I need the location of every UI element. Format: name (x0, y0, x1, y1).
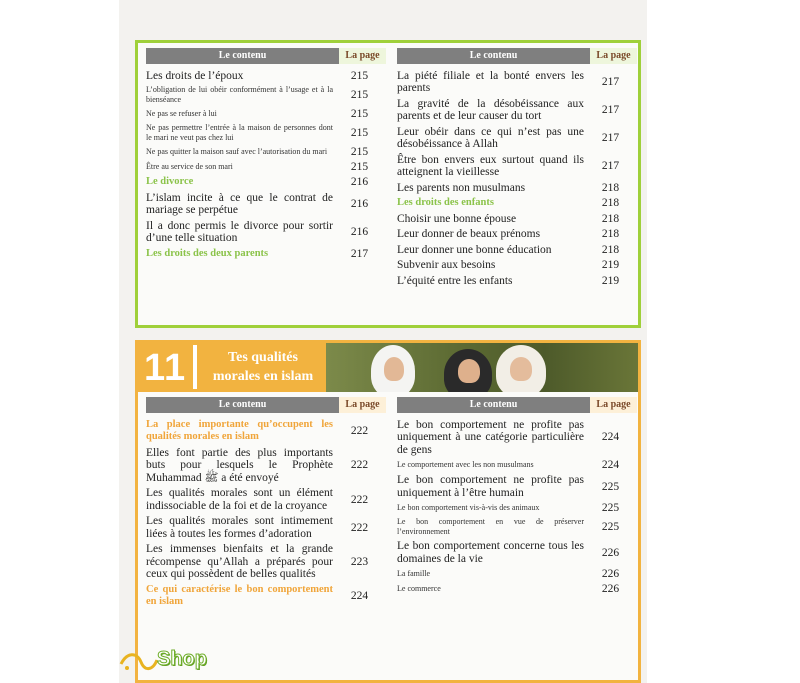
toc-entry-page: 222 (350, 493, 369, 506)
toc-entry-text: Les parents non musulmans (397, 181, 526, 194)
chapter-title-line2: morales en islam (212, 369, 314, 384)
toc-entry-page: 225 (601, 480, 620, 493)
chapter-number: 11 (144, 347, 187, 389)
toc-row (397, 501, 637, 516)
toc-entry-text: Les droits de l’époux (146, 69, 244, 82)
toc-entry-page: 216 (350, 226, 369, 238)
toc-entry-text: Elles font partie des plus importants buts pour lesquels le Prophète Muhammad ﷺ a été envoyé (146, 446, 333, 484)
toc-entry-page: 215 (350, 146, 369, 158)
contents-panel-bottom (135, 392, 641, 683)
page-header: La page (590, 48, 637, 64)
toc-header (146, 48, 386, 64)
toc-column-top-left (146, 48, 386, 262)
toc-entry-page: 226 (601, 583, 620, 595)
toc-entry-text: Le divorce (146, 176, 194, 187)
toc-entry-text: Les droits des deux parents (146, 247, 269, 259)
toc-entry-page: 218 (601, 212, 620, 225)
photo-face (384, 357, 404, 381)
toc-table (397, 417, 637, 597)
toc-entry-text: La place importante qu’occupent les qualités morales en islam (146, 418, 333, 442)
toc-row (397, 180, 637, 196)
toc-entry-page: 224 (601, 459, 620, 471)
toc-row (397, 273, 637, 289)
toc-entry-text: Être au service de son mari (146, 162, 233, 171)
toc-entry-text: Le bon comportement en vue de préserver l’environnement (397, 517, 584, 536)
toc-row (397, 258, 637, 274)
toc-row (146, 582, 386, 610)
toc-row (397, 96, 637, 124)
toc-entry-page: 218 (601, 228, 620, 241)
shop-logo (119, 650, 239, 678)
toc-entry-page: 222 (350, 425, 369, 437)
toc-entry-page: 226 (601, 546, 620, 559)
toc-row (397, 539, 637, 567)
toc-row (146, 122, 386, 145)
toc-entry-page: 225 (601, 521, 620, 533)
toc-entry-text: Les qualités morales sont un élément indissociable de la foi et de la croyance (146, 487, 333, 512)
toc-entry-text: L’équité entre les enfants (397, 274, 513, 287)
toc-header (146, 397, 386, 413)
toc-entry-page: 215 (350, 161, 369, 173)
toc-entry-text: Le bon comportement vis-à-vis des animaux (397, 503, 540, 512)
toc-entry-page: 215 (350, 127, 369, 139)
toc-entry-text: Les immenses bienfaits et la grande récompense qu’Allah a préparés pour ceux qui possèdent de belles qualités (146, 543, 333, 580)
toc-entry-text: Il a donc permis le divorce pour sortir d’une telle situation (146, 219, 333, 244)
toc-entry-text: La gravité de la désobéissance aux parents et de leur causer du tort (397, 97, 584, 122)
toc-entry-page: 217 (350, 247, 369, 260)
toc-entry-text: L’obligation de lui obéir conformément à l’usage et à la bienséance (146, 85, 333, 104)
toc-row (397, 567, 637, 582)
toc-table (146, 68, 386, 262)
toc-entry-page: 215 (350, 89, 369, 101)
toc-entry-text: Ne pas permettre l’entrée à la maison de personnes dont le mari ne veut pas chez lui (146, 123, 333, 142)
content-header: Le contenu (397, 397, 590, 413)
toc-entry-text: Le bon comportement ne profite pas uniquement à l’être humain (397, 474, 584, 499)
toc-entry-text: L’islam incite à ce que le contrat de mariage se perpétue (146, 191, 333, 216)
toc-row (146, 175, 386, 191)
photo-face (510, 357, 532, 381)
toc-header (397, 48, 637, 64)
toc-row (397, 152, 637, 180)
content-header: Le contenu (397, 48, 590, 64)
toc-entry-page: 219 (601, 274, 620, 287)
toc-entry-text: Les qualités morales sont intimement liées à toutes les formes d’adoration (146, 515, 333, 540)
toc-row (146, 417, 386, 445)
toc-entry-page: 217 (601, 76, 620, 88)
toc-row (397, 242, 637, 258)
toc-row (397, 227, 637, 243)
toc-entry-page: 224 (350, 590, 369, 602)
logo-text: Shop (157, 648, 207, 670)
chapter-banner (135, 340, 641, 392)
toc-entry-text: Le comportement avec les non musulmans (397, 460, 534, 469)
toc-row (397, 516, 637, 539)
toc-row (397, 124, 637, 152)
toc-row (146, 246, 386, 262)
toc-entry-text: Ne pas se refuser à lui (146, 109, 217, 118)
toc-table (397, 68, 637, 289)
toc-entry-text: Choisir une bonne épouse (397, 212, 517, 225)
toc-entry-text: Être bon envers eux surtout quand ils atteignent la vieillesse (397, 153, 584, 178)
toc-entry-page: 219 (601, 259, 620, 272)
toc-row (146, 107, 386, 122)
toc-row (146, 68, 386, 84)
chapter-divider (193, 345, 197, 389)
toc-row (397, 473, 637, 501)
toc-entry-page: 218 (601, 181, 620, 194)
toc-entry-text: Ce qui caractérise le bon comportement en islam (146, 583, 333, 607)
toc-entry-page: 215 (350, 69, 369, 82)
toc-row (397, 211, 637, 227)
toc-entry-text: Ne pas quitter la maison sauf avec l’autorisation du mari (146, 147, 328, 156)
toc-entry-text: Le commerce (397, 584, 441, 593)
toc-entry-page: 222 (350, 459, 369, 472)
toc-row (146, 190, 386, 218)
toc-row (146, 445, 386, 486)
toc-table (146, 417, 386, 610)
content-header: Le contenu (146, 48, 339, 64)
toc-row (397, 582, 637, 597)
toc-entry-text: La famille (397, 569, 431, 578)
toc-entry-text: Leur donner de beaux prénoms (397, 228, 541, 240)
toc-entry-page: 224 (601, 431, 620, 444)
toc-entry-text: La piété filiale et la bonté envers les parents (397, 69, 584, 94)
toc-entry-text: Le bon comportement concerne tous les domaines de la vie (397, 540, 584, 565)
toc-entry-page: 226 (601, 568, 620, 580)
toc-row (146, 160, 386, 175)
page-header: La page (339, 48, 386, 64)
toc-row (146, 145, 386, 160)
toc-row (146, 486, 386, 514)
toc-row (146, 84, 386, 107)
toc-entry-page: 215 (350, 108, 369, 120)
toc-row (146, 542, 386, 583)
toc-entry-page: 225 (601, 502, 620, 514)
toc-row (397, 196, 637, 212)
toc-entry-page: 223 (350, 555, 369, 568)
toc-column-top-right (397, 48, 637, 289)
toc-row (397, 68, 637, 96)
toc-entry-page: 222 (350, 521, 369, 534)
toc-row (397, 417, 637, 458)
toc-entry-page: 216 (350, 176, 369, 189)
toc-entry-page: 217 (601, 160, 620, 172)
toc-entry-page: 217 (601, 132, 620, 144)
toc-row (397, 458, 637, 473)
chapter-title-line1: Tes qualités (228, 350, 298, 365)
toc-entry-text: Subvenir aux besoins (397, 259, 496, 271)
toc-column-bottom-right (397, 397, 637, 597)
content-header: Le contenu (146, 397, 339, 413)
toc-entry-page: 217 (601, 104, 620, 116)
toc-entry-page: 218 (601, 243, 620, 256)
toc-entry-page: 218 (601, 197, 620, 210)
toc-column-bottom-left (146, 397, 386, 610)
toc-row (146, 218, 386, 246)
toc-entry-page: 216 (350, 198, 369, 210)
page-header: La page (339, 397, 386, 413)
toc-entry-text: Leur obéir dans ce qui n’est pas une désobéissance à Allah (397, 125, 584, 150)
chapter-title (198, 343, 328, 392)
toc-row (146, 514, 386, 542)
toc-entry-text: Les droits des enfants (397, 197, 494, 208)
contents-panel-top (135, 40, 641, 328)
toc-entry-text: Leur donner une bonne éducation (397, 243, 552, 256)
logo-swirl-icon (119, 650, 159, 678)
photo-face (458, 359, 480, 383)
chapter-photo (326, 343, 638, 392)
toc-entry-text: Le bon comportement ne profite pas uniquement à une catégorie particulière de gens (397, 418, 584, 456)
page-header: La page (590, 397, 637, 413)
toc-header (397, 397, 637, 413)
